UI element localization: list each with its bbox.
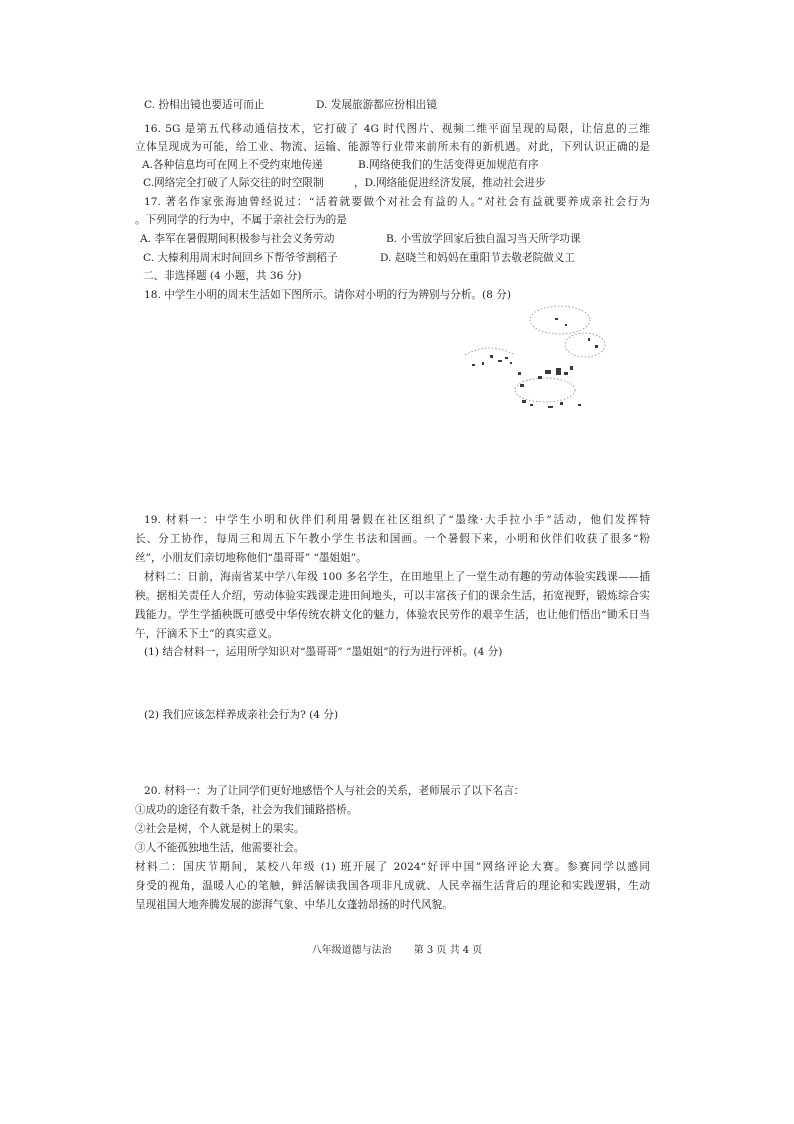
q17-stem-line2: 。下列同学的行为中，不属于亲社会行为的是 (135, 214, 347, 226)
q16-option-a: A.各种信息均可在网上不受约束地传递 (142, 159, 323, 171)
q19-material1-line3: 丝”，小朋友们亲切地称他们“墨哥哥” “墨姐姐”。 (135, 552, 367, 564)
q16-stem-line1: 16. 5G 是第五代移动通信技术，它打破了 4G 时代图片、视频二维平面呈现的局限，让信息的三维 (144, 123, 650, 135)
q17-stem-line1: 17. 著名作家张海迪曾经说过：“活着就要做个对社会有益的人。”对社会有益就要养成亲社会行为 (144, 196, 650, 208)
q17-option-c: C. 大榛利用周末时间回乡下帮爷爷割稻子 (143, 252, 338, 264)
q19-material1-line2: 长、分工协作，每周三和周五下午教小学生书法和国画。一个暑假下来，小明和伙伴们收获了很多“粉 (135, 533, 650, 545)
q19-material1-line1: 19. 材料一：中学生小明和伙伴们利用暑假在社区组织了“墨缘·大手拉小手”活动，他们发挥特 (144, 514, 650, 526)
q19-material2-line4: 午，汗滴禾下土”的真实意义。 (135, 628, 279, 640)
q17-option-d: D. 赵晓兰和妈妈在重阳节去敬老院做义工 (380, 252, 575, 264)
weekend-illustration (460, 300, 610, 415)
q20-quote-2: ②社会是树，个人就是树上的果实。 (135, 823, 305, 835)
footer-subject: 八年级道德与法治 (311, 945, 392, 956)
q19-material2-line3: 践能力。学生学插秧既可感受中华传统农耕文化的魅力，体验农民劳作的艰辛生活，也让他们悟出“锄禾日当 (135, 609, 650, 621)
q17-option-b: B. 小雪放学回家后独自温习当天所学功课 (386, 233, 581, 245)
q19-subquestion-1: (1) 结合材料一，运用所学知识对“墨哥哥” “墨姐姐”的行为进行评析。(4 分) (144, 646, 503, 658)
page-footer (0, 946, 794, 956)
q19-material2-line1: 材料二：日前，海南省某中学八年级 100 多名学生，在田地里上了一堂生动有趣的劳动体验实践课——插 (144, 571, 650, 583)
q16-option-b: B.网络使我们的生活变得更加规范有序 (358, 159, 539, 171)
q16-option-d: ，D.网络能促进经济发展，推动社会进步 (354, 177, 546, 189)
q16-option-c: C.网络完全打破了人际交往的时空限制 (143, 177, 324, 189)
q20-material2-line1: 材料二：国庆节期间，某校八年级 (1) 班开展了 2024“好评中国”网络评论大赛。参赛同学以感同 (135, 861, 650, 873)
section-heading: 二、非选择题 (4 小题，共 36 分) (143, 270, 302, 282)
q20-quote-3: ③人不能孤独地生活，他需要社会。 (135, 842, 305, 854)
footer-page-number: 第 3 页 共 4 页 (413, 945, 483, 956)
q19-subquestion-2: (2) 我们应该怎样养成亲社会行为? (4 分) (144, 709, 339, 721)
q20-material2-line3: 呈现祖国大地奔腾发展的澎湃气象、中华儿女蓬勃昂扬的时代风貌。 (135, 899, 453, 911)
q15-option-d: D. 发展旅游都应扮相出镜 (316, 99, 437, 111)
q19-material2-line2: 秧。据相关责任人介绍，劳动体验实践课走进田间地头，可以丰富孩子们的课余生活，拓宽视野，锻炼综合实 (135, 590, 650, 602)
q16-stem-line2: 立体呈现成为可能，给工业、物流、运输、能源等行业带来前所未有的新机遇。对此，下列认识正确的是 (135, 141, 650, 153)
q20-material1: 20. 材料一：为了让同学们更好地感悟个人与社会的关系，老师展示了以下名言： (144, 785, 525, 797)
q20-quote-1: ①成功的途径有数千条，社会为我们铺路搭桥。 (135, 804, 358, 816)
q18-stem: 18. 中学生小明的周末生活如下图所示。请你对小明的行为辨别与分析。(8 分) (144, 289, 511, 301)
q20-material2-line2: 身受的视角，温暖人心的笔触，鲜活解读我国各项非凡成就、人民幸福生活背后的理论和实践逻辑，生动 (135, 880, 650, 892)
q15-option-c: C. 扮相出镜也要适可而止 (144, 99, 265, 111)
q17-option-a: A. 李军在暑假期间积极参与社会义务劳动 (140, 233, 335, 245)
